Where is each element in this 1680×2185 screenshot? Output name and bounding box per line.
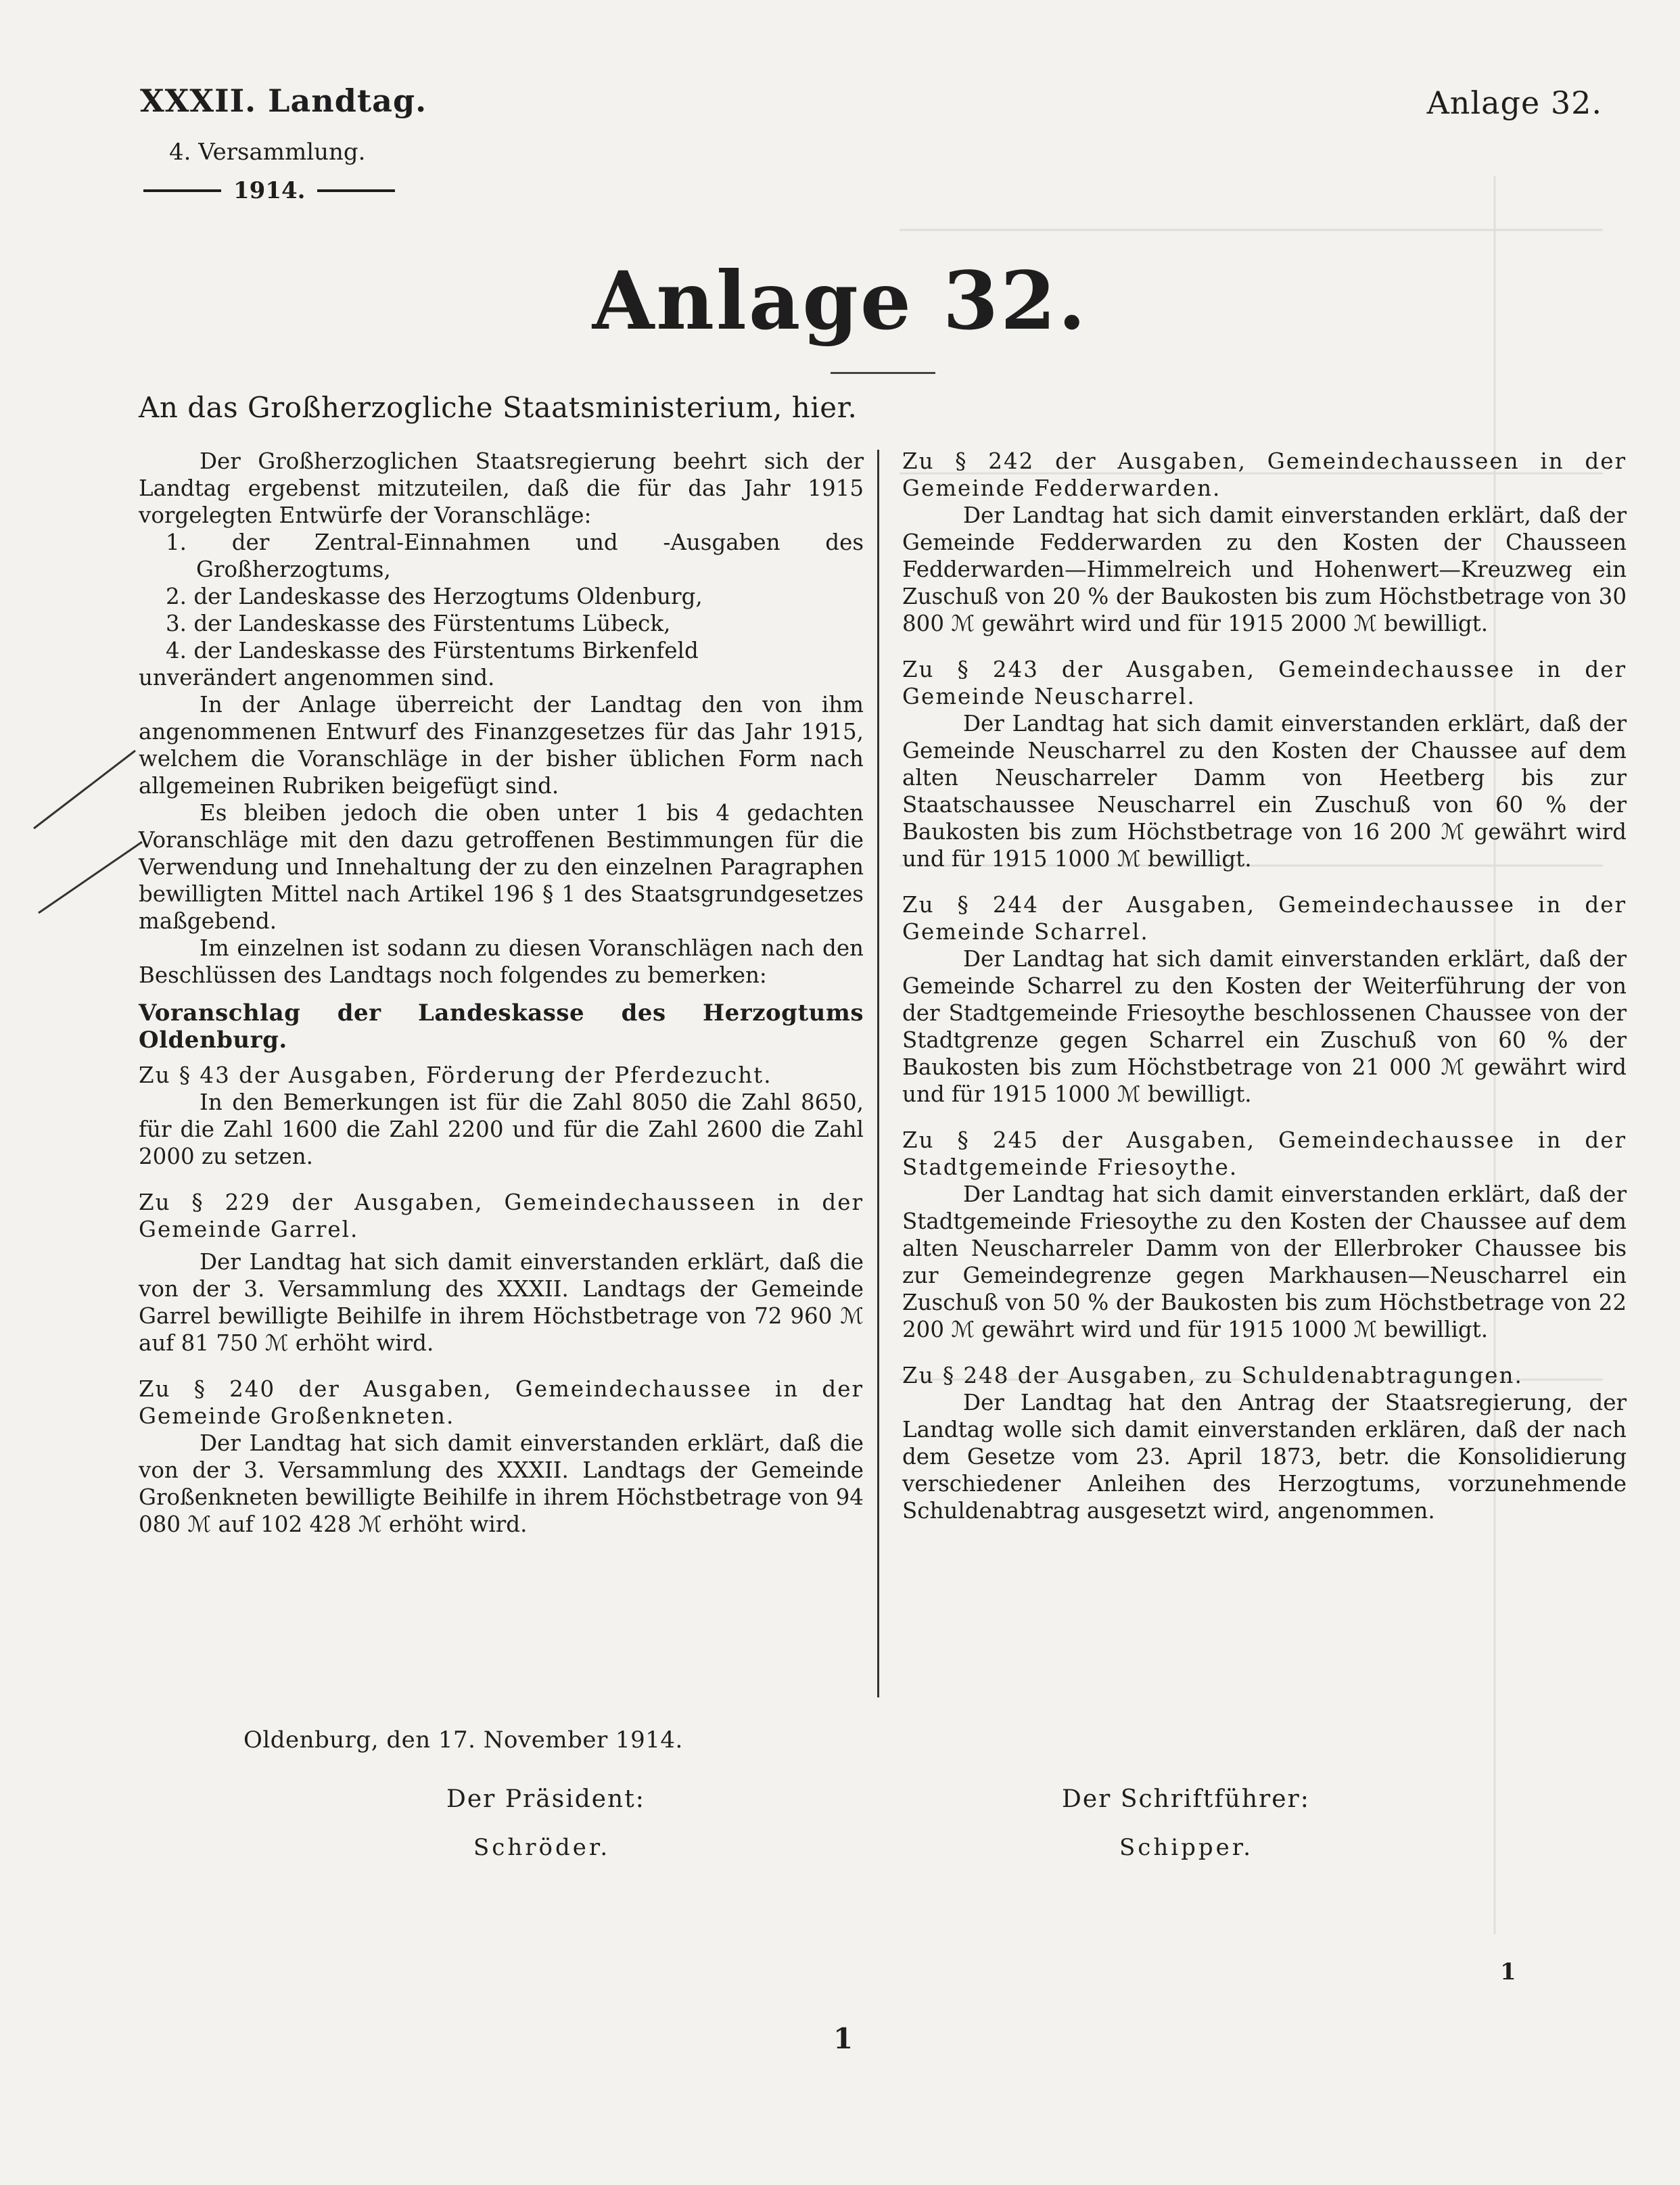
year-text: 1914. [233,177,306,204]
einzelnen-paragraph: Im einzelnen ist sodann zu diesen Voranschlägen nach den Beschlüssen des Landtags noch folgendes zu bemerken: [139,935,864,988]
section-245-text: Der Landtag hat sich damit einverstanden erklärt, daß der Stadtgemeinde Friesoythe zu den Kosten der Chaussee auf dem alten Neuscharreler Damm von der Ellerbroker Chaussee bis zur Gemeindegrenze gegen Markhausen—Neuscharrel ein Zuschuß von 50 % der Baukosten bis zum Höchstbetrage von 22 200 ℳ gewährt wird und für 1915 1000 ℳ bewilligt. [902,1181,1627,1342]
list-item: 3. der Landeskasse des Fürstentums Lübeck, [166,611,671,636]
landtag-label: XXXII. Landtag. [140,83,427,119]
intro-paragraph: Der Großherzoglichen Staatsregierung beehrt sich der Landtag ergebenst mitzuteilen, daß die für das Jahr 1915 vorgelegten Entwürfe der Voranschläge: [139,448,864,528]
year-label [143,177,395,204]
section-43-text: In den Bemerkungen ist für die Zahl 8050 die Zahl 8650, für die Zahl 1600 die Zahl 2200 und für die Zahl 2600 die Zahl 2000 zu setzen. [139,1089,864,1169]
anlage-header-right: Anlage 32. [1426,85,1602,121]
year-right-dash [317,189,395,192]
section-244-heading: Zu § 244 der Ausgaben, Gemeindechaussee in der Gemeinde Scharrel. [902,892,1627,945]
right-column [902,448,1627,1524]
section-242-text: Der Landtag hat sich damit einverstanden erklärt, daß der Gemeinde Fedderwarden zu den Kosten der Chausseen Fedderwarden—Himmelreich und Hohenwert—Kreuzweg ein Zuschuß von 20 % der Baukosten bis zum Höchstbetrage von 30 800 ℳ gewährt wird und für 1915 2000 ℳ bewilligt. [902,502,1627,636]
anlage-paragraph: In der Anlage überreicht der Landtag den von ihm angenommenen Entwurf des Finanzgesetzes für das Jahr 1915, welchem die Voranschläge in der bisher üblichen Form nach allgemeinen Rubriken beigefügt sind. [139,692,864,799]
section-243-heading: Zu § 243 der Ausgaben, Gemeindechaussee in der Gemeinde Neuscharrel. [902,657,1627,709]
section-248-text: Der Landtag hat den Antrag der Staatsregierung, der Landtag wolle sich damit einverstanden erklären, daß der nach dem Gesetze vom 23. April 1873, betr. die Konsolidierung verschiedener Anleihen des Herzogtums, vorzunehmende Schuldenabtrag ausgesetzt wird, angenommen. [902,1390,1627,1524]
page-title: Anlage 32. [592,254,1088,348]
section-229-text: Der Landtag hat sich damit einverstanden erklärt, daß die von der 3. Versammlung des XXXII. Landtags der Gemeinde Garrel bewilligte Beihilfe in ihrem Höchstbetrage von 72 960 ℳ auf 81 750 ℳ erhöht wird. [139,1249,864,1356]
list-item: 2. der Landeskasse des Herzogtums Oldenburg, [166,584,703,609]
budget-subheading: Voranschlag der Landeskasse des Herzogtums Oldenburg. [139,1000,864,1054]
page-number-bottom: 1 [833,2022,854,2055]
section-242-heading: Zu § 242 der Ausgaben, Gemeindechausseen in der Gemeinde Fedderwarden. [902,448,1627,501]
section-244-text: Der Landtag hat sich damit einverstanden erklärt, daß der Gemeinde Scharrel zu den Kosten der Weiterführung der von der Stadtgemeinde Friesoythe beschlossenen Chaussee von der Stadtgrenze gegen Scharrel ein Zuschuß von 60 % der Baukosten bis zum Höchstbetrage von 21 000 ℳ gewährt wird und für 1915 1000 ℳ bewilligt. [902,946,1627,1107]
secretary-title: Der Schriftführer: [1062,1785,1310,1813]
year-left-dash [143,189,221,192]
place-date-line: Oldenburg, den 17. November 1914. [243,1726,683,1754]
president-title: Der Präsident: [446,1785,645,1813]
unchanged-line: unverändert angenommen sind. [139,665,495,690]
left-column [139,448,864,1538]
list-item: 4. der Landeskasse des Fürstentums Birkenfeld [166,638,699,663]
versammlung-label: 4. Versammlung. [169,139,366,166]
president-name: Schröder. [473,1834,611,1861]
section-243-text: Der Landtag hat sich damit einverstanden erklärt, daß der Gemeinde Neuscharrel zu den Kosten der Chaussee auf dem alten Neuscharreler Damm von Heetberg bis zur Staatschaussee Neuscharrel ein Zuschuß von 60 % der Baukosten bis zum Höchstbetrage von 16 200 ℳ gewährt wird und für 1915 1000 ℳ bewilligt. [902,711,1627,872]
section-248-heading: Zu § 248 der Ausgaben, zu Schuldenabtragungen. [902,1363,1523,1388]
bleiben-paragraph: Es bleiben jedoch die oben unter 1 bis 4 gedachten Voranschläge mit den dazu getroffenen Bestimmungen für die Verwendung und Innehaltung der zu den einzelnen Paragraphen bewilligten Mittel nach Artikel 196 § 1 des Staatsgrundgesetzes maßgebend. [139,800,864,934]
section-240-text: Der Landtag hat sich damit einverstanden erklärt, daß die von der 3. Versammlung des XXXII. Landtags der Gemeinde Großenkneten bewilligte Beihilfe in ihrem Höchstbetrage von 94 080 ℳ auf 102 428 ℳ erhöht wird. [139,1430,864,1537]
title-rule [831,372,935,374]
page-number-right: 1 [1500,1958,1516,1986]
section-245-heading: Zu § 245 der Ausgaben, Gemeindechaussee in der Stadtgemeinde Friesoythe. [902,1127,1627,1180]
margin-pencil-marks [30,741,145,916]
column-divider [877,450,879,1697]
section-240-heading: Zu § 240 der Ausgaben, Gemeindechaussee in der Gemeinde Großenkneten. [139,1376,864,1429]
section-43-heading: Zu § 43 der Ausgaben, Förderung der Pferdezucht. [139,1062,772,1088]
secretary-name: Schipper. [1119,1834,1254,1861]
addressee-line: An das Großherzogliche Staatsministerium, hier. [139,391,858,424]
list-item: 1. der Zentral-Einnahmen und -Ausgaben des Großherzogtums, [166,530,864,582]
section-229-heading: Zu § 229 der Ausgaben, Gemeindechausseen in der Gemeinde Garrel. [139,1190,864,1242]
